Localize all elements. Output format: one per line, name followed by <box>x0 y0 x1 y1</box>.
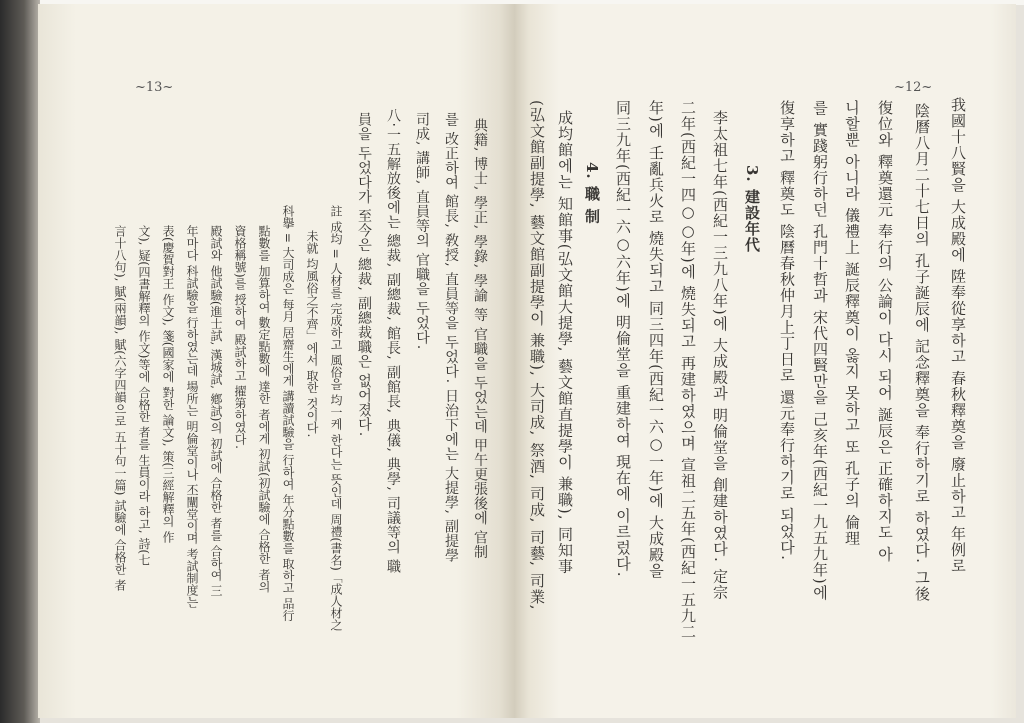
text-column: 니할뿐 아니라 儀禮上 誕辰釋奠이 옳지 못하고 또 孔子의 倫理 <box>843 100 861 547</box>
note-column: 註 成均 = 人材를 完成하고 風俗을 均一케 한다는 뜻인데 周禮(書名)「成人材之 <box>329 205 343 631</box>
section-heading: 4. 職 制 <box>583 162 601 225</box>
section-heading: 3. 建設年代 <box>743 165 761 253</box>
left-page <box>38 4 514 718</box>
text-column: 我國十八賢을 大成殿에 陞奉從享하고 春秋釋奠을 廢止하고 年例로 <box>949 97 967 574</box>
text-column: 復位와 釋奠還元 奉行의 公論이 다시 되어 誕辰은 正確하지도 아 <box>876 100 894 563</box>
note-column: 科擧 = 大司成은 每月 居齋生에게 講讀試驗을 行하여 年分點數를 取하고 品行 <box>281 205 295 622</box>
text-column: 를 實踐躬行하던 孔門十哲과 宋代四賢만을 己亥年(西紀一九五九年)에 <box>811 100 829 601</box>
text-column: 를 改正하여 館長, 敎授, 直員等을 두었다. 日治下에는 大提學, 副提學 <box>443 112 459 563</box>
note-column: 年마다 科試驗을 行하였는데 場所는 明倫堂이나 丕闡堂이며 考試制度는 <box>185 225 199 608</box>
page-number: ~13~ <box>135 80 174 95</box>
page-number: ~12~ <box>894 80 933 95</box>
text-column: 員을 두었다가 至今은 總裁, 副總裁職은 없어졌다. <box>356 112 372 437</box>
text-column: 同三九年(西紀一六○六年)에 明倫堂을 重建하여 現在에 이르렀다. <box>614 100 632 578</box>
text-column: 年)에 壬亂兵火로 燒失되고 同三四年(西紀一六○一年)에 大成殿을 <box>647 100 665 579</box>
note-column: 言十八句), 賦(兩韻), 賦(六字四韻으로 五十句一篇) 試驗에 合格한 者 <box>113 225 127 591</box>
note-column: 點數를 加算하여 數定點數에 達한 者에게 初試(初試驗에 合格한 者의 <box>257 225 271 593</box>
text-column: 復享하고 釋奠도 陰曆春秋仲月上丁日로 還元奉行하기로 되었다. <box>778 100 796 561</box>
text-column: 八‧一五解放後에는 總裁, 副總裁, 館長, 副館長, 典儀, 典學, 司議等의 職 <box>385 108 401 574</box>
note-column: 未就 均風俗之不齊」에서 取한 것이다. <box>305 230 319 438</box>
text-column: 李太祖七年(西紀一三九八年)에 大成殿과 明倫堂을 創建하였다. 定宗 <box>711 110 729 601</box>
note-column: 殿試와 他試驗(進士試, 漢城試, 鄕試)의 初試에 合格한 者를 合하여 三 <box>209 225 223 597</box>
note-column: 表(慶賀對王 作文), 箋(國家에 對한 論文), 策(三經解釋의 作 <box>161 225 175 543</box>
text-column: 二年(西紀一四○○年)에 燒失되고 再建하였으며 宣祖二五年(西紀一五九二 <box>679 100 697 640</box>
note-column: 文), 疑(四書解釋의 作文)等에 合格한 者를 生員이라 하고, 詩(七 <box>137 225 151 567</box>
text-column: 陰曆八月二十七日의 孔子誕辰에 記念釋奠을 奉行하기로 하였다. 그後 <box>913 103 931 602</box>
right-page <box>514 4 1016 718</box>
text-column: 司成, 講師, 直員等의 官職을 두었다. <box>414 112 430 350</box>
text-column: 典籍, 博士, 學正, 學錄, 學諭 等 官職을 두었는데 甲午更張後에 官制 <box>472 118 488 560</box>
note-column: 資格稱號)를 授하여 殿試하고 擢第하였다. <box>233 225 247 449</box>
text-column: (弘文館副提學, 藝文館副提學이 兼職), 大司成, 祭酒, 司成, 司藝, 司業, <box>528 100 546 611</box>
scan-edge <box>0 0 40 723</box>
text-column: 成均館에는 知館事(弘文館大提學, 藝文館直提學이 兼職), 同知事 <box>556 110 574 575</box>
